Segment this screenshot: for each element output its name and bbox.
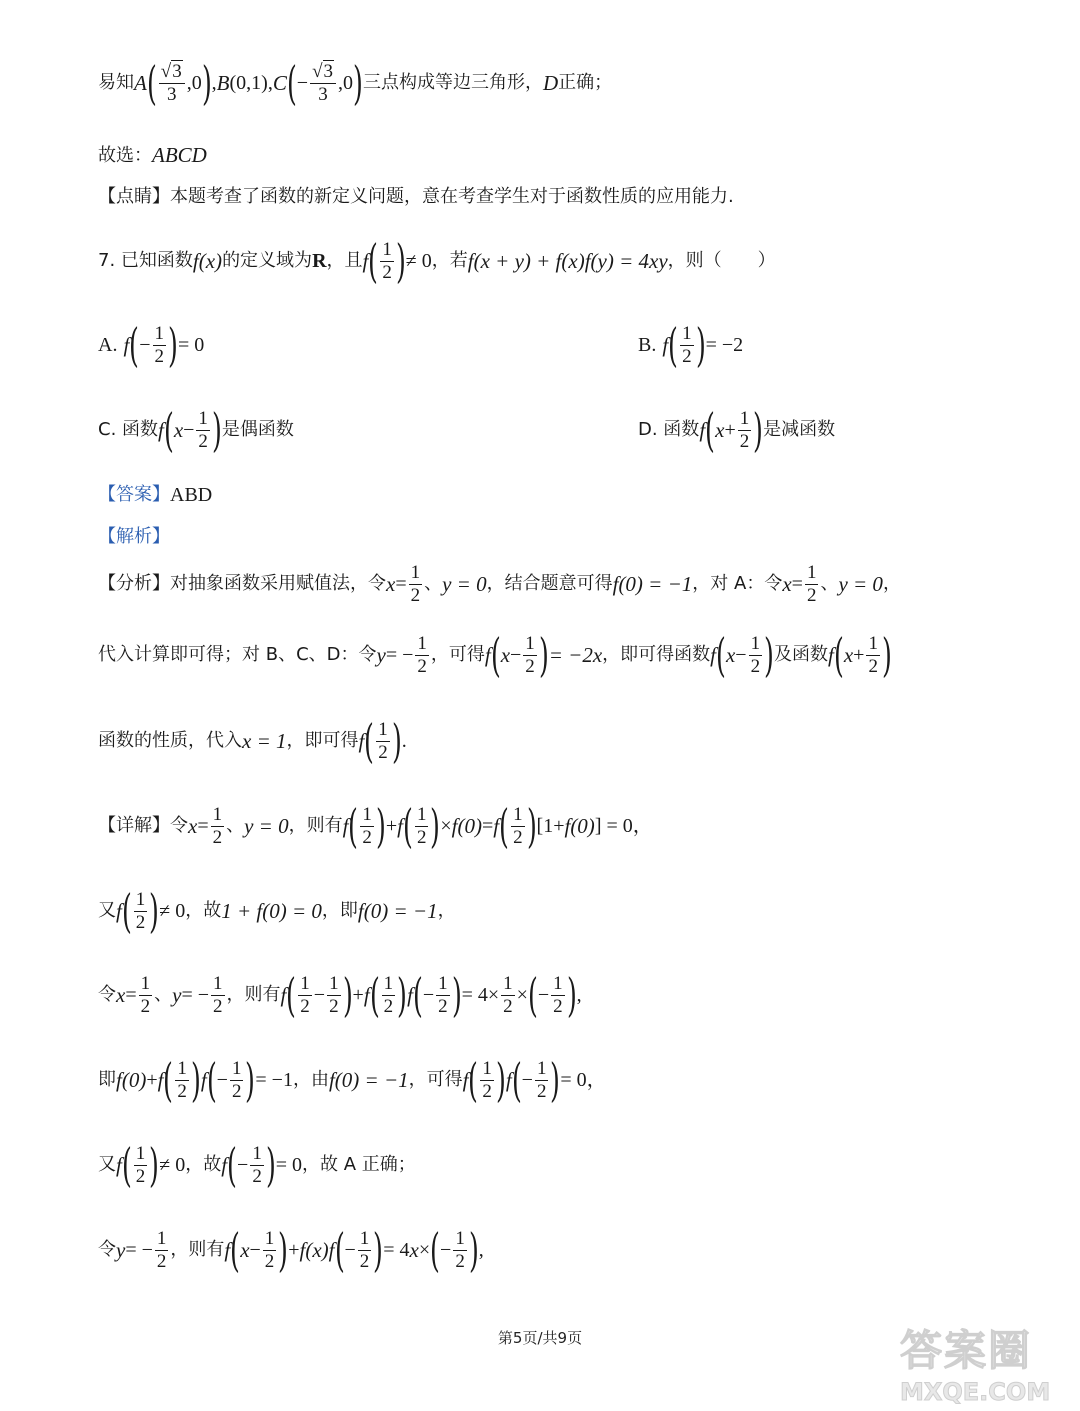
text: ，则（ ） — [667, 250, 776, 271]
question-7: 7. 已知函数 f(x) 的定义域为 R ，且 f ( $\frac{1}{2}$ ) ≠ 0 ，若 f(x + y) + f(x)f(y) = 4xy ，则（ ） — [98, 234, 776, 288]
text: 易知 — [98, 72, 134, 93]
detail-line: 令 y = − $\frac{1}{2}$ ，则有 f ( x − $\frac{1}{2}$ ) + f(x)f ( − $\frac{1}{2}$ ) = 4 x × ( − $\frac{1}{2}$ ) , — [98, 1223, 484, 1277]
text: 故选： — [98, 144, 152, 166]
option-a-label: A. — [98, 334, 118, 356]
analysis-line: 函数的性质，代入 x = 1 ，即可得 f ( $\frac{1}{2}$ ) . — [98, 714, 407, 768]
watermark-top: 答案圈 — [900, 1326, 1033, 1375]
options-row-cd: C. 函数 f ( x − $\frac{1}{2}$ ) 是偶函数 D. 函数 f ( x + $\frac{1}{2}$ ) 是减函数 — [98, 403, 836, 457]
analysis-tag: 【解析】 — [98, 526, 170, 547]
paren: ( — [286, 56, 297, 110]
option-d: D. 函数 f ( x + $\frac{1}{2}$ ) 是减函数 — [638, 403, 836, 457]
detail-line: 【详解】令 x = $\frac{1}{2}$ 、 y = 0 ，则有 f ( $\frac{1}{2}$ ) + f ( $\frac{1}{2}$ ) × f(0) = f ( $\frac{1}{2}$ ) [1+ f(0) ] = 0， — [98, 799, 653, 853]
text: 正确； — [558, 72, 613, 93]
options-row-ab: A. f ( − $\frac{1}{2}$ ) = 0 B. f ( $\frac{1}{2}$ ) = −2 — [98, 318, 744, 372]
option-c-label: C. 函数 — [98, 419, 159, 440]
real-set: R — [312, 250, 327, 272]
option-b-rhs: = −2 — [705, 334, 744, 356]
detail-line: 又 f ( $\frac{1}{2}$ ) ≠ 0 ，故 1 + f(0) = 0 ，即 f(0) = −1 ， — [98, 884, 456, 938]
detail-line: 即 f(0) + f ( $\frac{1}{2}$ ) f ( − $\frac{1}{2}$ ) = −1 ，由 f(0) = −1 ，可得 f ( $\frac{1}{2}$ ) f ( − $\frac{1}{2}$ ) = 0， — [98, 1053, 607, 1107]
text: 的定义域为 — [222, 250, 313, 271]
text-line — [98, 188, 1020, 206]
var-a: A — [134, 70, 147, 95]
text-line — [98, 145, 1020, 166]
text: ，且 — [326, 250, 363, 271]
option-a-rhs: = 0 — [177, 334, 205, 356]
fraction: $\frac{√3}{3}$ — [159, 61, 185, 106]
paren: ) — [201, 56, 212, 110]
option-d-label: D. 函数 — [638, 419, 700, 440]
var-d: D — [542, 70, 559, 95]
math: ≠ 0 — [405, 250, 432, 272]
option-b-label: B. — [638, 334, 657, 356]
answer-line — [98, 485, 1020, 505]
analysis-line: 【分析】对抽象函数采用赋值法，令 x = $\frac{1}{2}$ 、 y = 0 ，结合题意可得 f(0) = −1 ，对 A：令 x = $\frac{1}{2}$ 、 y = 0 ， — [98, 562, 901, 606]
detail-line: 又 f ( $\frac{1}{2}$ ) ≠ 0 ，故 f ( − $\frac{1}{2}$ ) = 0 ，故 A 正确； — [98, 1138, 416, 1192]
analysis-tag-line — [98, 528, 1020, 546]
text: 三点构成等边三角形， — [362, 72, 543, 93]
answer-value: ABCD — [152, 143, 207, 167]
text: ，若 — [431, 250, 468, 271]
answer-tag: 【答案】 — [98, 484, 170, 505]
question-number: 7. 已知函数 — [98, 250, 193, 271]
watermark-bottom: MXQE.COM — [900, 1378, 1051, 1406]
zero: 0 — [191, 72, 202, 94]
analysis-line: 代入计算即可得；对 B、C、D：令 y = − $\frac{1}{2}$ ，可得 f ( x − $\frac{1}{2}$ ) = −2x ，即可得函数 f ( x − $\frac{1}{2}$ ) 及函数 f ( x + $\frac{1}{2}$ ) — [98, 628, 892, 682]
var-c: C — [272, 70, 287, 95]
paren: ) — [353, 56, 363, 110]
var-b: B — [216, 70, 230, 95]
answer-value: ABD — [170, 484, 213, 506]
fraction: $\frac{√3}{3}$ — [310, 61, 336, 106]
watermark-logo — [900, 1318, 1075, 1408]
math: f(x) — [192, 248, 223, 273]
option-b: B. f ( $\frac{1}{2}$ ) = −2 — [638, 318, 744, 372]
point-b: (0,1), — [229, 72, 273, 94]
math: f(x + y) + f(x)f(y) = 4xy — [467, 248, 668, 273]
text: 【点睛】本题考查了函数的新定义问题，意在考查学生对于函数性质的应用能力. — [98, 186, 734, 207]
option-d-tail: 是减函数 — [763, 419, 836, 440]
detail-line: 令 x = $\frac{1}{2}$ 、 y = − $\frac{1}{2}$ ，则有 f ( $\frac{1}{2}$ − $\frac{1}{2}$ ) + f ( $\frac{1}{2}$ ) f ( − $\frac{1}{2}$ ) = 4× $\frac{1}{2}$ × ( − $\frac{1}{2}$ ) , — [98, 968, 582, 1022]
paren: ( — [146, 56, 157, 110]
text-line: 易知 A ( $\frac{√3}{3}$ , 0 ) , B (0,1), C ( − $\frac{√3}{3}$ , 0 ) 三点构成等边三角形， D 正确； — [98, 56, 613, 110]
fraction: $\frac{1}{2}$ — [382, 238, 392, 283]
page-footer: 第5页/共9页 — [497, 1329, 583, 1347]
option-c-tail: 是偶函数 — [221, 419, 294, 440]
